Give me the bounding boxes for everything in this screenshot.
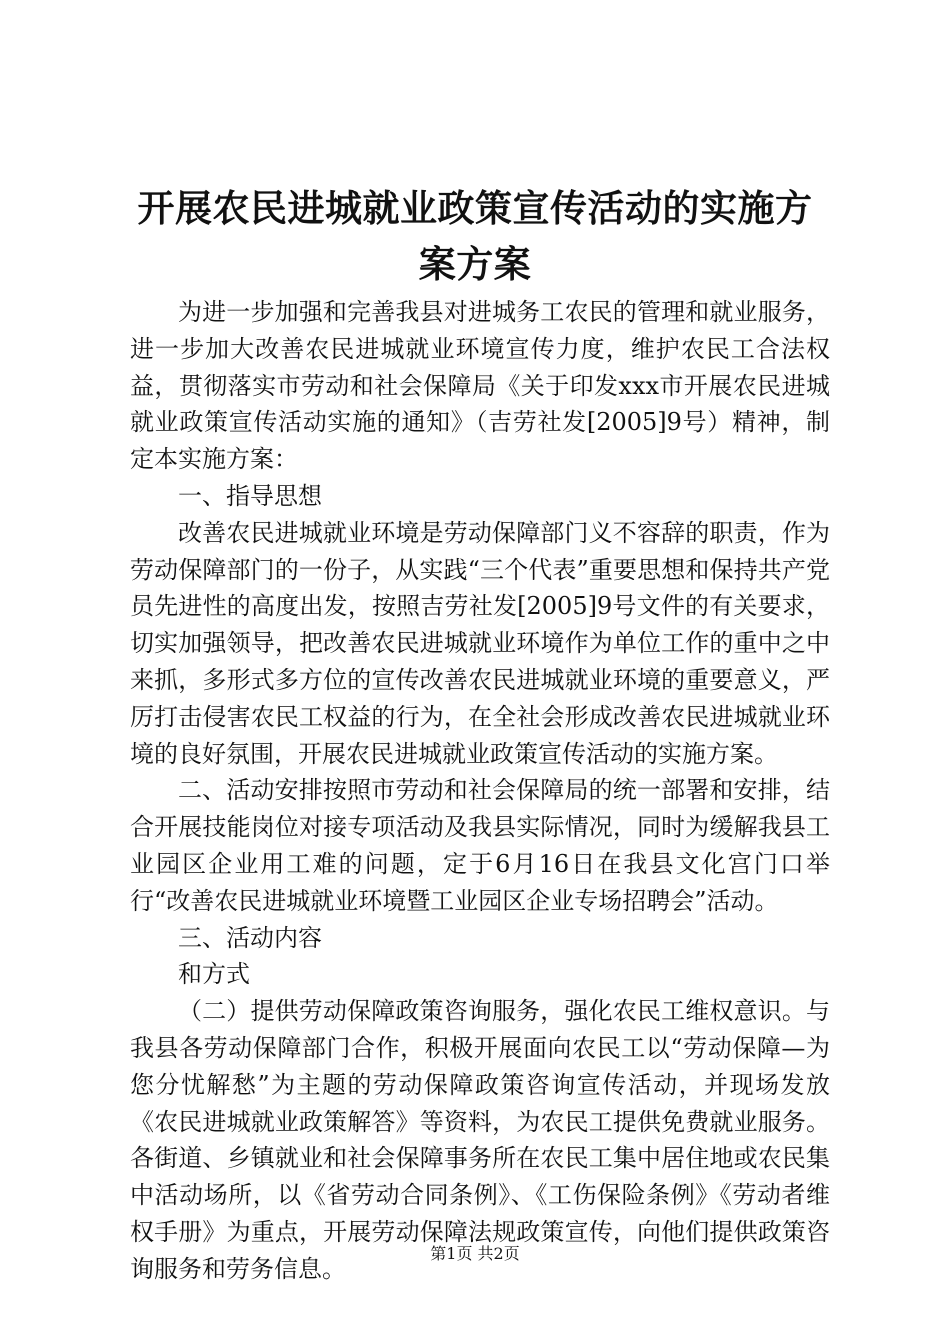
paragraph-policy-consulting: （二）提供劳动保障政策咨询服务，强化农民工维权意识。与我县各劳动保障部门合作，积极开展面向农民工以“劳动保障—为您分忧解愁”为主题的劳动保障政策咨询宣传活动，并现场发放《农民进城就业政策解答》等资料，为农民工提供免费就业服务。各街道、乡镇就业和社会保障事务所在农民工集中居住地或农民集中活动场所，以《省劳动合同条例》、《工伤保险条例》《劳动者维权手册》为重点，开展劳动保障法规政策宣传，向他们提供政策咨询服务和劳务信息。 <box>130 997 830 1283</box>
document-title: 开展农民进城就业政策宣传活动的实施方案方案 <box>137 186 813 286</box>
paragraph-activity-arrangement: 二、活动安排按照市劳动和社会保障局的统一部署和安排，结合开展技能岗位对接专项活动及我县实际情况，同时为缓解我县工业园区企业用工难的问题，定于6月16日在我县文化宫门口举行“改善农民进城就业环境暨工业园区企业专场招聘会”活动。 <box>130 776 830 915</box>
paragraph-intro: 为进一步加强和完善我县对进城务工农民的管理和就业服务，进一步加大改善农民进城就业环境宣传力度，维护农民工合法权益，贯彻落实市劳动和社会保障局《关于印发xxx市开展农民进城就业政策宣传活动实施的通知》（吉劳社发[2005]9号）精神，制定本实施方案： <box>130 298 830 474</box>
heading-activity-method: 和方式 <box>178 960 250 989</box>
paragraph-guiding-ideology: 改善农民进城就业环境是劳动保障部门义不容辞的职责，作为劳动保障部门的一份子，从实践“三个代表”重要思想和保持共产党员先进性的高度出发，按照吉劳社发[2005]9号文件的有关要求，切实加强领导，把改善农民进城就业环境作为单位工作的重中之中来抓，多形式多方位的宣传改善农民进城就业环境的重要意义，严厉打击侵害农民工权益的行为，在全社会形成改善农民进城就业环境的良好氛围，开展农民进城就业政策宣传活动的实施方案。 <box>130 518 830 768</box>
heading-guiding-ideology: 一、指导思想 <box>178 481 322 510</box>
heading-activity-content: 三、活动内容 <box>178 923 322 952</box>
page-footer: 第1页 共2页 <box>430 1244 520 1263</box>
document-body <box>130 294 830 1288</box>
